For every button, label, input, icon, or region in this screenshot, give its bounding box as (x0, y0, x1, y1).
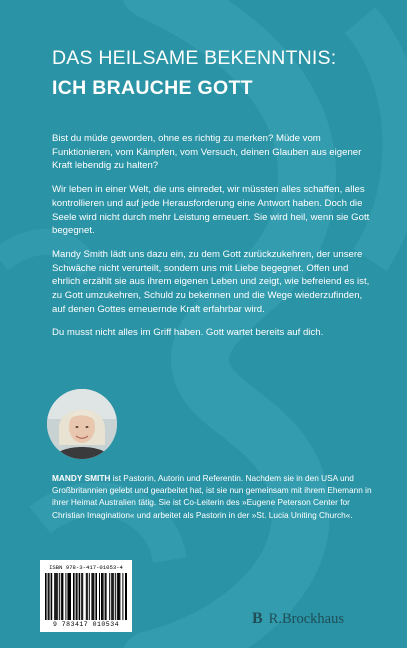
barcode-bar (105, 573, 106, 620)
barcode-bar (79, 573, 81, 620)
barcode-bar (119, 573, 120, 620)
barcode-bar (92, 573, 93, 620)
blurb-paragraph-3: Mandy Smith lädt uns dazu ein, zu dem Gott zurückzukehren, der unsere Schwäche nicht verurteilt, sondern uns mit Liebe begegnet. Offen und ehrlich erzählt sie aus ihrem eigenen Leben und zeigt, wie befreiend es ist, zu Gott umzukehren, Schuld zu bekennen und die Wege wiederzufinden, auf denen Gottes erneuernde Kraft erfahrbar wird. (52, 248, 370, 315)
barcode-bar (65, 573, 66, 620)
barcode-bar (103, 573, 104, 620)
barcode-bar (55, 573, 56, 620)
barcode-bar (112, 573, 114, 620)
barcode-bar (125, 573, 126, 620)
barcode-bar (76, 573, 77, 620)
barcode-bar (95, 573, 97, 620)
barcode-bar (45, 573, 47, 620)
publisher-logo (252, 610, 344, 628)
barcode-bar (109, 573, 110, 620)
barcode-bar (106, 573, 107, 620)
barcode-bar (93, 573, 94, 620)
barcode-bar (69, 573, 70, 620)
author-photo (47, 389, 117, 459)
barcode-digits: 9 783417 010534 (52, 621, 119, 628)
title-line-2: ICH BRAUCHE GOTT (52, 77, 253, 99)
barcode-bar (115, 573, 116, 620)
barcode-bar (56, 573, 58, 620)
barcode-icon (45, 573, 127, 620)
blurb-paragraph-1: Bist du müde geworden, ohne es richtig zu merken? Müde vom Funktionieren, vom Kämpfen, vom Versuch, deinen Glauben aus eigener Kraft lebendig zu halten? (52, 133, 362, 172)
barcode-bar (73, 573, 75, 620)
blurb-paragraph-4: Du musst nicht alles im Griff haben. Gott wartet bereits auf dich. (52, 327, 324, 339)
barcode-bar (77, 573, 78, 620)
isbn-barcode (40, 560, 132, 632)
barcode-bar (67, 573, 69, 620)
barcode-bar (54, 573, 55, 620)
blurb-text (52, 132, 374, 350)
barcode-bar (51, 573, 53, 620)
blurb-paragraph-2: Wir leben in einer Welt, die uns einredet, wir müssten alles schaffen, alles kontrollieren und auf jede Herausforderung eine Antwort haben. Doch die Seele wird nicht durch mehr Leistung erneuert. Sie wird heil, wenn sie Gott begegnet. (52, 184, 370, 237)
barcode-bar (101, 573, 103, 620)
author-bio (52, 472, 372, 521)
barcode-bar (59, 573, 60, 620)
publisher-name: R.Brockhaus (268, 610, 344, 627)
barcode-bar (111, 573, 112, 620)
barcode-bar (49, 573, 50, 620)
barcode-bar (87, 573, 88, 620)
author-name: MANDY SMITH (52, 473, 111, 483)
author-bio-text: ist Pastorin, Autorin und Referentin. Nachdem sie in den USA und Großbritannien gelebt und gearbeitet hat, ist sie nun gemeinsam mit ihrem Ehemann in ihrer Heimat Australien tätig. Sie ist Co-Leiterin des »Eugene Peterson Center for Christian Imagination« und arbeitet als Pastorin in der »St. Lucia Uniting Church«. (52, 473, 372, 520)
barcode-bar (117, 573, 118, 620)
barcode-bar (91, 573, 92, 620)
barcode-bar (89, 573, 90, 620)
barcode-bar (61, 573, 62, 620)
barcode-bar (81, 573, 82, 620)
barcode-bar (62, 573, 64, 620)
publisher-mark-icon: B (252, 610, 263, 627)
barcode-bar (118, 573, 120, 620)
barcode-bar (126, 573, 127, 620)
barcode-bar (122, 573, 123, 620)
barcode-bar (70, 573, 71, 620)
isbn-number: ISBN 978-3-417-01053-4 (49, 564, 123, 571)
title-line-1: DAS HEILSAME BEKENNTNIS: (52, 47, 337, 69)
barcode-bar (99, 573, 100, 620)
barcode-bar (86, 573, 87, 620)
author-portrait-icon (47, 389, 117, 459)
barcode-bar (48, 573, 49, 620)
barcode-bar (82, 573, 83, 620)
